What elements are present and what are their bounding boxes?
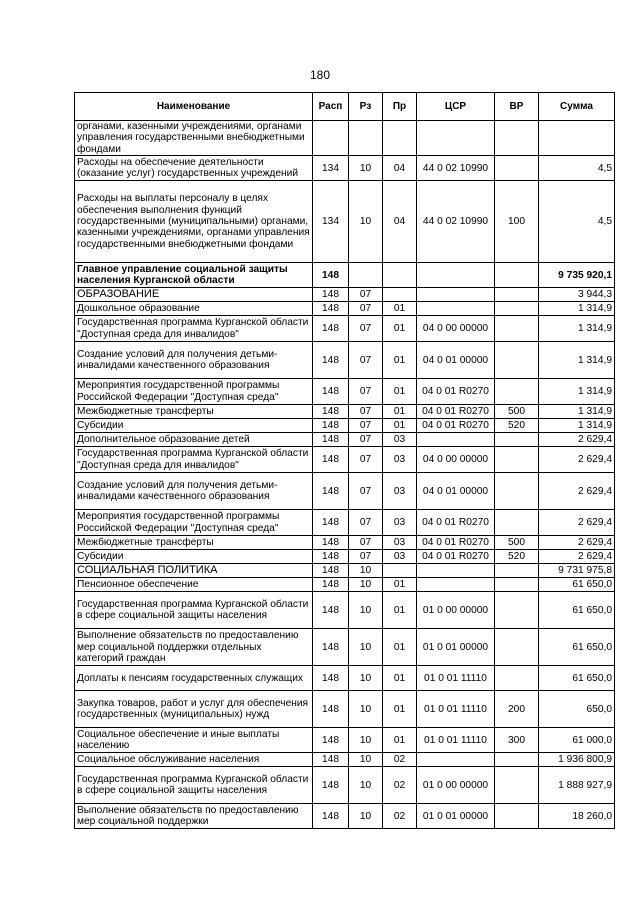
cell-csr: [417, 121, 495, 156]
cell-name: Социальное обеспечение и иные выплаты населению: [75, 728, 313, 753]
cell-sum: 2 629,4: [539, 536, 615, 550]
cell-sum: 1 314,9: [539, 379, 615, 405]
cell-pr: 03: [383, 550, 417, 564]
cell-sum: 2 629,4: [539, 433, 615, 447]
table-row: [75, 691, 615, 728]
cell-csr: [417, 564, 495, 578]
table-row: [75, 564, 615, 578]
cell-rasp: 148: [313, 405, 349, 419]
page-number: 180: [309, 68, 331, 82]
cell-csr: 04 0 01 R0270: [417, 510, 495, 536]
cell-rasp: 148: [313, 379, 349, 405]
cell-rz: 10: [349, 728, 383, 753]
cell-rz: 10: [349, 592, 383, 629]
cell-vr: [495, 804, 539, 829]
cell-vr: [495, 578, 539, 592]
cell-pr: 03: [383, 447, 417, 473]
cell-rasp: 148: [313, 316, 349, 342]
table-row: [75, 433, 615, 447]
cell-rz: 07: [349, 405, 383, 419]
cell-name: Доплаты к пенсиям государственных служащих: [75, 666, 313, 691]
cell-name: Пенсионное обеспечение: [75, 578, 313, 592]
table-row: [75, 550, 615, 564]
cell-pr: 01: [383, 728, 417, 753]
cell-pr: 02: [383, 767, 417, 804]
cell-sum: 61 650,0: [539, 578, 615, 592]
cell-rasp: 148: [313, 564, 349, 578]
header-rz: Рз: [349, 93, 383, 121]
cell-vr: 100: [495, 181, 539, 263]
cell-sum: 1 314,9: [539, 302, 615, 316]
cell-rasp: 148: [313, 629, 349, 666]
cell-sum: 3 944,3: [539, 288, 615, 302]
cell-rasp: 148: [313, 691, 349, 728]
cell-csr: 01 0 00 00000: [417, 592, 495, 629]
cell-rasp: 134: [313, 181, 349, 263]
cell-rz: 10: [349, 767, 383, 804]
cell-sum: 2 629,4: [539, 550, 615, 564]
cell-rz: 10: [349, 804, 383, 829]
cell-rz: [349, 121, 383, 156]
table-row: [75, 316, 615, 342]
cell-vr: [495, 316, 539, 342]
cell-rasp: 148: [313, 753, 349, 767]
cell-sum: 9 731 975,8: [539, 564, 615, 578]
cell-rz: 10: [349, 629, 383, 666]
cell-rz: 10: [349, 691, 383, 728]
cell-pr: 01: [383, 691, 417, 728]
cell-name: Мероприятия государственной программы Российской Федерации "Доступная среда": [75, 379, 313, 405]
cell-csr: [417, 288, 495, 302]
header-vr: ВР: [495, 93, 539, 121]
cell-csr: [417, 753, 495, 767]
cell-sum: 18 260,0: [539, 804, 615, 829]
table-row: [75, 447, 615, 473]
cell-vr: [495, 629, 539, 666]
cell-rz: 07: [349, 288, 383, 302]
cell-pr: 01: [383, 405, 417, 419]
cell-csr: 04 0 01 R0270: [417, 550, 495, 564]
cell-pr: 02: [383, 753, 417, 767]
cell-name: Мероприятия государственной программы Российской Федерации "Доступная среда": [75, 510, 313, 536]
cell-vr: [495, 473, 539, 510]
budget-table: [74, 92, 615, 829]
table-row: [75, 156, 615, 181]
cell-name: Государственная программа Курганской области "Доступная среда для инвалидов": [75, 316, 313, 342]
cell-vr: [495, 156, 539, 181]
cell-rz: 07: [349, 342, 383, 379]
cell-sum: 61 650,0: [539, 629, 615, 666]
table-row: [75, 288, 615, 302]
cell-rz: 10: [349, 666, 383, 691]
cell-rasp: 148: [313, 728, 349, 753]
cell-pr: [383, 263, 417, 288]
table-row: [75, 121, 615, 156]
cell-vr: 200: [495, 691, 539, 728]
table-header-row: [75, 93, 615, 121]
cell-csr: 04 0 01 R0270: [417, 405, 495, 419]
cell-name: Главное управление социальной защиты населения Курганской области: [75, 263, 313, 288]
cell-rasp: 148: [313, 578, 349, 592]
cell-rasp: 148: [313, 804, 349, 829]
cell-rasp: 148: [313, 666, 349, 691]
cell-name: органами, казенными учреждениями, органами управления государственными внебюджетными фондами: [75, 121, 313, 156]
cell-csr: 01 0 01 11110: [417, 691, 495, 728]
cell-name: Государственная программа Курганской области "Доступная среда для инвалидов": [75, 447, 313, 473]
cell-rasp: 148: [313, 342, 349, 379]
cell-sum: 1 888 927,9: [539, 767, 615, 804]
cell-name: СОЦИАЛЬНАЯ ПОЛИТИКА: [75, 564, 313, 578]
cell-rasp: 148: [313, 433, 349, 447]
cell-sum: 4,5: [539, 156, 615, 181]
cell-rasp: 148: [313, 536, 349, 550]
table-row: [75, 302, 615, 316]
cell-vr: [495, 564, 539, 578]
cell-rz: 07: [349, 536, 383, 550]
cell-name: Дошкольное образование: [75, 302, 313, 316]
cell-sum: 1 314,9: [539, 342, 615, 379]
table-row: [75, 419, 615, 433]
cell-vr: [495, 433, 539, 447]
table-row: [75, 342, 615, 379]
cell-name: Субсидии: [75, 419, 313, 433]
cell-sum: 4,5: [539, 181, 615, 263]
cell-vr: [495, 121, 539, 156]
table-row: [75, 510, 615, 536]
cell-rz: 07: [349, 433, 383, 447]
cell-pr: 01: [383, 629, 417, 666]
table-row: [75, 728, 615, 753]
table-row: [75, 181, 615, 263]
cell-sum: 61 000,0: [539, 728, 615, 753]
cell-csr: [417, 263, 495, 288]
cell-vr: [495, 510, 539, 536]
table-row: [75, 592, 615, 629]
cell-name: Создание условий для получения детьми-инвалидами качественного образования: [75, 473, 313, 510]
cell-pr: 01: [383, 578, 417, 592]
cell-pr: 01: [383, 666, 417, 691]
cell-name: Выполнение обязательств по предоставлению мер социальной поддержки: [75, 804, 313, 829]
cell-pr: 03: [383, 473, 417, 510]
cell-vr: 520: [495, 550, 539, 564]
cell-csr: 04 0 01 R0270: [417, 379, 495, 405]
cell-sum: 2 629,4: [539, 447, 615, 473]
cell-name: Создание условий для получения детьми-инвалидами качественного образования: [75, 342, 313, 379]
cell-sum: 61 650,0: [539, 666, 615, 691]
cell-sum: 1 936 800,9: [539, 753, 615, 767]
cell-sum: 61 650,0: [539, 592, 615, 629]
cell-rasp: 148: [313, 510, 349, 536]
cell-pr: 01: [383, 342, 417, 379]
cell-vr: [495, 592, 539, 629]
cell-pr: 01: [383, 316, 417, 342]
cell-csr: [417, 578, 495, 592]
cell-name: Закупка товаров, работ и услуг для обеспечения государственных (муниципальных) нужд: [75, 691, 313, 728]
cell-sum: 2 629,4: [539, 510, 615, 536]
cell-csr: 01 0 00 00000: [417, 767, 495, 804]
cell-sum: 650,0: [539, 691, 615, 728]
cell-rz: 07: [349, 379, 383, 405]
cell-sum: 1 314,9: [539, 419, 615, 433]
cell-csr: 04 0 01 R0270: [417, 419, 495, 433]
cell-name: Субсидии: [75, 550, 313, 564]
cell-vr: [495, 263, 539, 288]
cell-name: Социальное обслуживание населения: [75, 753, 313, 767]
cell-rz: 07: [349, 473, 383, 510]
cell-sum: 1 314,9: [539, 405, 615, 419]
cell-csr: 01 0 01 00000: [417, 804, 495, 829]
cell-rasp: 148: [313, 592, 349, 629]
cell-pr: 01: [383, 302, 417, 316]
cell-pr: 04: [383, 156, 417, 181]
cell-rz: 10: [349, 578, 383, 592]
cell-rz: 10: [349, 564, 383, 578]
cell-csr: 04 0 01 00000: [417, 473, 495, 510]
table-row: [75, 767, 615, 804]
cell-rz: 07: [349, 447, 383, 473]
cell-name: Государственная программа Курганской области в сфере социальной защиты населения: [75, 767, 313, 804]
cell-rz: [349, 263, 383, 288]
cell-vr: [495, 302, 539, 316]
table-row: [75, 379, 615, 405]
cell-pr: [383, 564, 417, 578]
cell-vr: 500: [495, 405, 539, 419]
cell-rz: 07: [349, 510, 383, 536]
table-row: [75, 473, 615, 510]
cell-sum: 9 735 920,1: [539, 263, 615, 288]
cell-rasp: 148: [313, 263, 349, 288]
cell-rasp: 148: [313, 288, 349, 302]
cell-pr: 01: [383, 419, 417, 433]
cell-name: ОБРАЗОВАНИЕ: [75, 288, 313, 302]
cell-rz: 10: [349, 156, 383, 181]
cell-pr: 03: [383, 536, 417, 550]
cell-rz: 10: [349, 753, 383, 767]
cell-csr: 04 0 01 R0270: [417, 536, 495, 550]
cell-rasp: 148: [313, 447, 349, 473]
cell-rz: 07: [349, 302, 383, 316]
cell-rz: 10: [349, 181, 383, 263]
cell-csr: 01 0 01 11110: [417, 728, 495, 753]
cell-vr: [495, 379, 539, 405]
header-csr: ЦСР: [417, 93, 495, 121]
cell-csr: 04 0 00 00000: [417, 447, 495, 473]
cell-rasp: 148: [313, 550, 349, 564]
cell-vr: [495, 447, 539, 473]
cell-rz: 07: [349, 550, 383, 564]
cell-vr: 300: [495, 728, 539, 753]
cell-name: Выполнение обязательств по предоставлению мер социальной поддержки отдельных категорий граждан: [75, 629, 313, 666]
cell-rasp: [313, 121, 349, 156]
cell-pr: 01: [383, 592, 417, 629]
table-row: [75, 753, 615, 767]
cell-pr: [383, 121, 417, 156]
table-row: [75, 405, 615, 419]
cell-rasp: 134: [313, 156, 349, 181]
cell-vr: [495, 666, 539, 691]
cell-rasp: 148: [313, 302, 349, 316]
cell-rasp: 148: [313, 767, 349, 804]
cell-csr: 01 0 01 11110: [417, 666, 495, 691]
cell-csr: 44 0 02 10990: [417, 181, 495, 263]
cell-rz: 07: [349, 316, 383, 342]
cell-pr: 03: [383, 433, 417, 447]
cell-name: Государственная программа Курганской области в сфере социальной защиты населения: [75, 592, 313, 629]
table-row: [75, 804, 615, 829]
cell-sum: 2 629,4: [539, 473, 615, 510]
cell-pr: 02: [383, 804, 417, 829]
header-pr: Пр: [383, 93, 417, 121]
cell-vr: [495, 753, 539, 767]
cell-rasp: 148: [313, 419, 349, 433]
cell-name: Межбюджетные трансферты: [75, 405, 313, 419]
cell-pr: 04: [383, 181, 417, 263]
cell-sum: 1 314,9: [539, 316, 615, 342]
cell-csr: 04 0 00 00000: [417, 316, 495, 342]
cell-csr: [417, 433, 495, 447]
cell-name: Расходы на обеспечение деятельности (оказание услуг) государственных учреждений: [75, 156, 313, 181]
cell-name: Дополнительное образование детей: [75, 433, 313, 447]
cell-pr: 03: [383, 510, 417, 536]
cell-vr: [495, 767, 539, 804]
cell-csr: 44 0 02 10990: [417, 156, 495, 181]
cell-rasp: 148: [313, 473, 349, 510]
cell-rz: 07: [349, 419, 383, 433]
cell-csr: 04 0 01 00000: [417, 342, 495, 379]
cell-csr: 01 0 01 00000: [417, 629, 495, 666]
header-sum: Сумма: [539, 93, 615, 121]
table-row: [75, 578, 615, 592]
table-row: [75, 536, 615, 550]
header-rasp: Расп: [313, 93, 349, 121]
cell-csr: [417, 302, 495, 316]
cell-sum: [539, 121, 615, 156]
cell-pr: [383, 288, 417, 302]
cell-vr: [495, 288, 539, 302]
table-row: [75, 666, 615, 691]
header-name: Наименование: [75, 93, 313, 121]
cell-name: Расходы на выплаты персоналу в целях обеспечения выполнения функций государственными (муниципальными) органами, казенными учреждениями, органами управления государственными внебюджетными фондами: [75, 181, 313, 263]
cell-name: Межбюджетные трансферты: [75, 536, 313, 550]
cell-vr: 520: [495, 419, 539, 433]
cell-vr: [495, 342, 539, 379]
table-row: [75, 629, 615, 666]
cell-pr: 01: [383, 379, 417, 405]
table-row: [75, 263, 615, 288]
cell-vr: 500: [495, 536, 539, 550]
